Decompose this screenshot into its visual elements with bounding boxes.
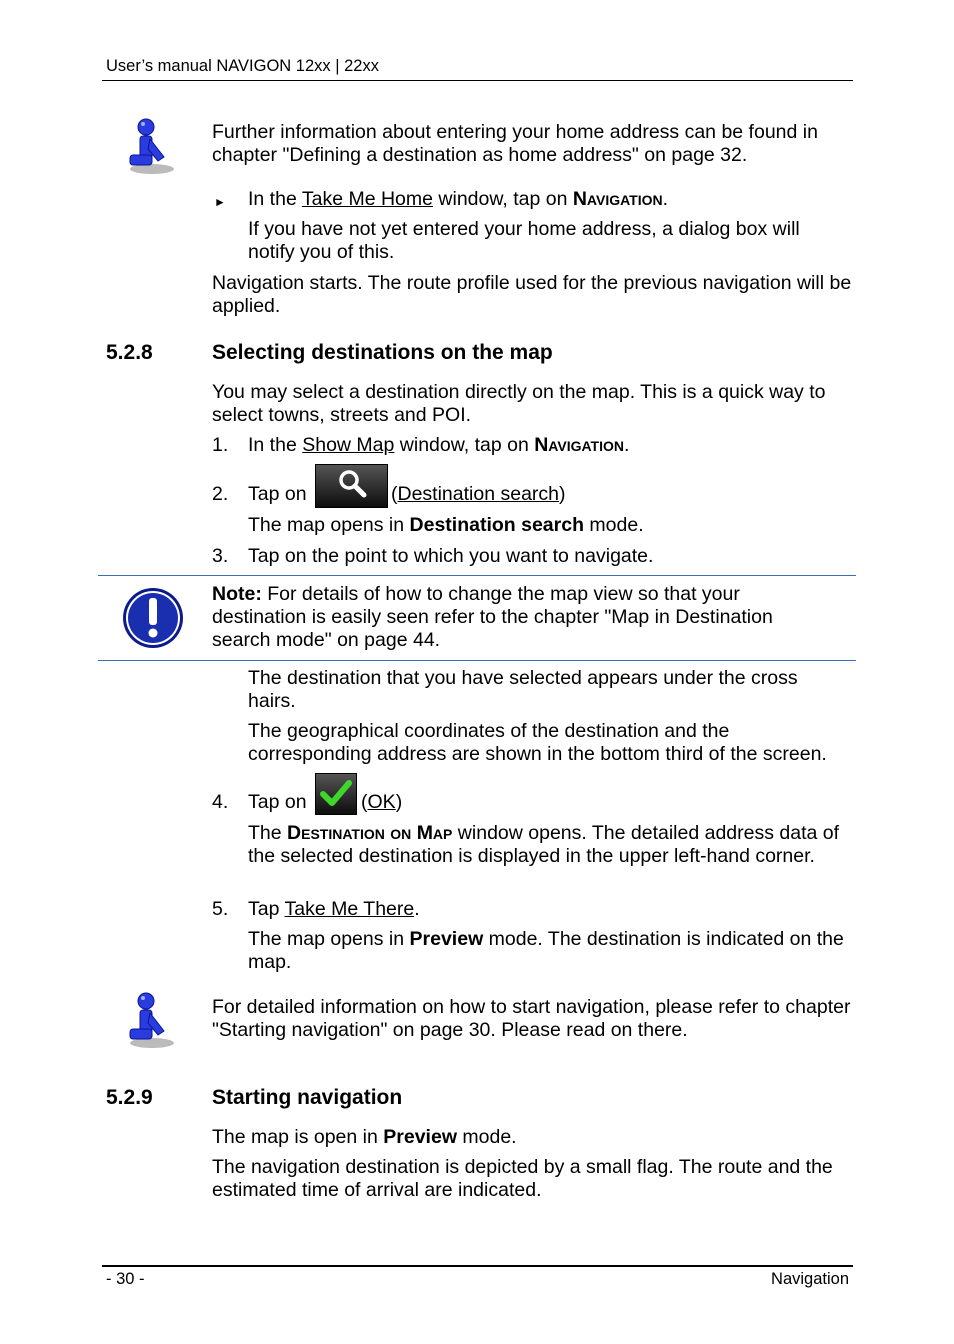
header-rule — [102, 80, 853, 81]
link-ok[interactable]: OK — [367, 791, 396, 813]
section-title: Selecting destinations on the map — [212, 341, 553, 364]
navigation-starts-text: Navigation starts. The route profile used for the previous navigation will be applied. — [212, 272, 852, 317]
step-number: 2. — [212, 483, 229, 505]
link-take-me-home[interactable]: Take Me Home — [301, 188, 433, 210]
step-number: 1. — [212, 434, 229, 456]
crosshair-text: The destination that you have selected appears under the cross hairs. — [248, 667, 798, 712]
coordinates-text: The geographical coordinates of the destination and the corresponding address are shown in the bottom third of the screen. — [248, 720, 827, 765]
step-show-map: In the Show Map window, tap on Navigation. — [248, 434, 630, 456]
magnifier-icon — [316, 465, 387, 507]
info-person-icon — [122, 117, 178, 175]
step-5-text: Tap Take Me There. — [248, 898, 420, 920]
preview-mode-text: The map is open in Preview mode. — [212, 1126, 517, 1148]
section-number: 5.2.8 — [106, 341, 153, 364]
step-5-result: The map opens in Preview mode. The destination is indicated on the map. — [248, 928, 844, 973]
step-number: 3. — [212, 545, 229, 567]
step-tap-on-label: Tap on — [248, 483, 307, 505]
step-take-me-home: In the Take Me Home window, tap on Navigation. — [248, 188, 669, 210]
link-destination-search[interactable]: Destination search — [397, 483, 560, 505]
note-text: Note: For details of how to change the map view so that your destination is easily seen refer to the chapter "Map in Destination search mode" on page 44. — [212, 583, 773, 651]
step-2-result: The map opens in Destination search mode. — [248, 514, 644, 536]
destination-search-ref: (Destination search) — [391, 483, 566, 505]
destination-flag-text: The navigation destination is depicted by a small flag. The route and the estimated time of arrival are indicated. — [212, 1156, 833, 1201]
ok-ref: (OK) — [361, 791, 403, 813]
section-title: Starting navigation — [212, 1086, 403, 1109]
bullet-arrow-icon: ► — [214, 195, 226, 209]
destination-search-button[interactable] — [315, 464, 388, 508]
link-show-map[interactable]: Show Map — [302, 434, 395, 456]
footer-rule — [102, 1265, 853, 1267]
info-text-home-address: Further information about entering your home address can be found in chapter "Defining a destination as home address" on page 32. — [212, 121, 818, 166]
note-label: Note: — [212, 583, 262, 605]
step-number: 5. — [212, 898, 229, 920]
step-number: 4. — [212, 791, 229, 813]
info-person-icon — [122, 991, 178, 1049]
home-address-dialog-note: If you have not yet entered your home address, a dialog box will notify you of this. — [248, 218, 800, 263]
checkmark-icon — [316, 774, 356, 814]
navigation-button-label[interactable]: Navigation — [572, 188, 663, 210]
page-header-title: User’s manual NAVIGON 12xx | 22xx — [106, 57, 379, 75]
step-4-result: The Destination on Map window opens. The detailed address data of the selected destination is displayed in the upper left-hand corner. — [248, 822, 840, 867]
step-tap-on-label: Tap on — [248, 791, 307, 813]
step-3-text: Tap on the point to which you want to navigate. — [248, 545, 654, 567]
note-bottom-rule — [98, 660, 856, 661]
link-take-me-there[interactable]: Take Me There — [284, 898, 415, 920]
destination-on-map-label: Destination on Map — [287, 822, 453, 844]
exclamation-icon — [121, 586, 185, 650]
page-number: - 30 - — [106, 1270, 145, 1288]
info-text-starting-navigation: For detailed information on how to start navigation, please refer to chapter "Starting navigation" on page 30. Please read on there. — [212, 996, 851, 1041]
section-number: 5.2.9 — [106, 1086, 153, 1109]
section-intro: You may select a destination directly on the map. This is a quick way to select towns, streets and POI. — [212, 381, 826, 426]
note-top-rule — [98, 575, 856, 576]
footer-chapter: Navigation — [771, 1270, 849, 1288]
navigation-button-label[interactable]: Navigation — [534, 434, 624, 456]
ok-button[interactable] — [315, 773, 357, 815]
